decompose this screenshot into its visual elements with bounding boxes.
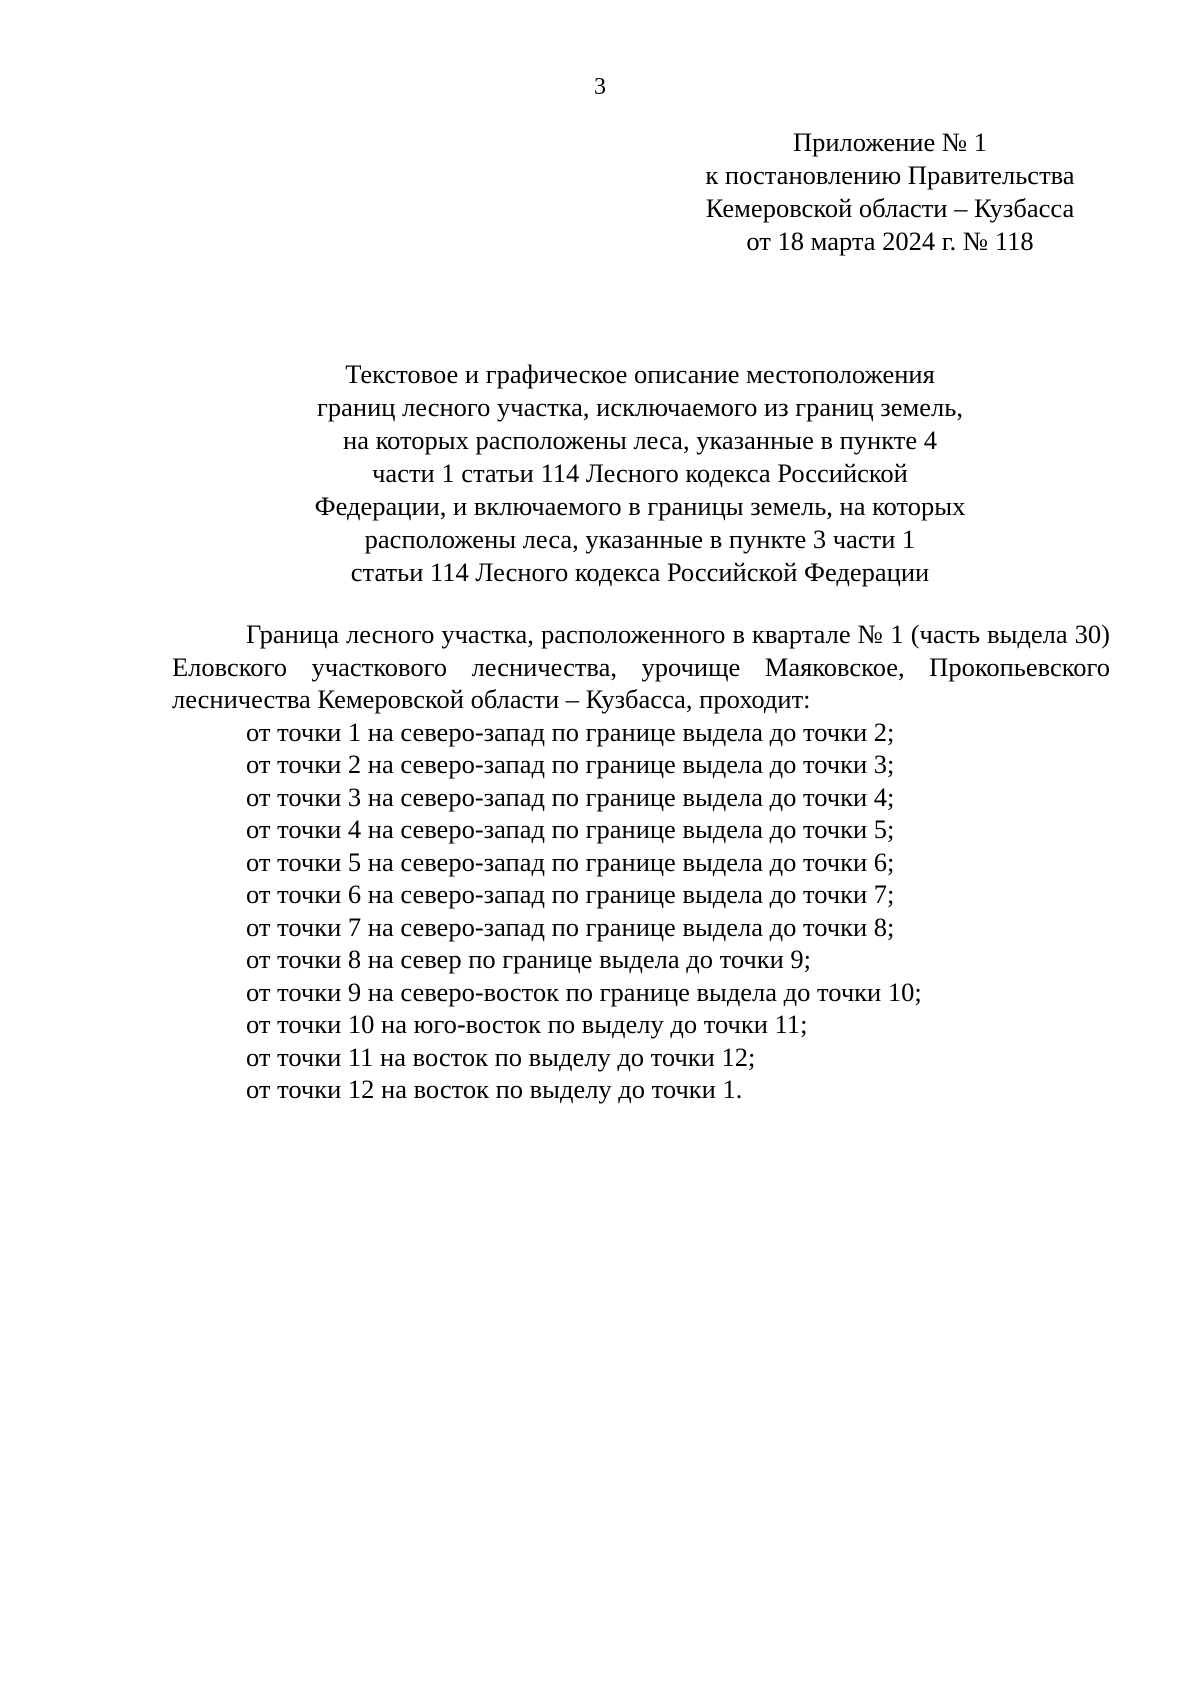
boundary-item: от точки 10 на юго-восток по выделу до точки 11; bbox=[246, 1009, 808, 1039]
boundary-item: от точки 8 на север по границе выдела до точки 9; bbox=[246, 944, 812, 974]
appendix-line: к постановлению Правительства bbox=[705, 160, 1075, 190]
title-line: Текстовое и графическое описание местоположения bbox=[345, 359, 935, 389]
appendix-header bbox=[650, 126, 1130, 258]
appendix-line: Приложение № 1 bbox=[792, 127, 987, 157]
boundary-item: от точки 9 на северо-восток по границе выдела до точки 10; bbox=[246, 976, 922, 1007]
title-line: расположены леса, указанные в пункте 3 части 1 bbox=[364, 524, 916, 554]
appendix-line: Кемеровской области – Кузбасса bbox=[705, 193, 1075, 223]
title-line: на которых расположены леса, указанные в пункте 4 bbox=[343, 425, 937, 455]
boundary-item: от точки 3 на северо-запад по границе выдела до точки 4; bbox=[246, 781, 895, 812]
boundary-item: от точки 12 на восток по выделу до точки 1. bbox=[246, 1074, 743, 1104]
page-number: 3 bbox=[594, 74, 606, 100]
title-line: статьи 114 Лесного кодекса Российской Федерации bbox=[350, 557, 930, 587]
boundary-item: от точки 7 на северо-запад по границе выдела до точки 8; bbox=[246, 911, 895, 942]
title-line: границ лесного участка, исключаемого из границ земель, bbox=[317, 392, 963, 422]
intro-paragraph: Граница лесного участка, расположенного в квартале № 1 (часть выдела 30) Еловского участкового лесничества, урочище Маяковское, Прокопьевского лесничества Кемеровской области – Кузбасса, проходит: bbox=[172, 619, 1110, 714]
appendix-line: от 18 марта 2024 г. № 118 bbox=[746, 226, 1034, 256]
document-body bbox=[172, 618, 1110, 1106]
boundary-item: от точки 1 на северо-запад по границе выдела до точки 2; bbox=[246, 716, 895, 747]
boundary-item: от точки 2 на северо-запад по границе выдела до точки 3; bbox=[246, 749, 895, 779]
document-title bbox=[170, 358, 1110, 589]
boundary-item: от точки 6 на северо-запад по границе выдела до точки 7; bbox=[246, 879, 895, 909]
boundary-item: от точки 5 на северо-запад по границе выдела до точки 6; bbox=[246, 846, 895, 877]
boundary-item: от точки 11 на восток по выделу до точки 12; bbox=[246, 1041, 756, 1072]
title-line: Федерации, и включаемого в границы земель, на которых bbox=[314, 491, 966, 521]
title-line: части 1 статьи 114 Лесного кодекса Российской bbox=[372, 458, 908, 488]
boundary-item: от точки 4 на северо-запад по границе выдела до точки 5; bbox=[246, 814, 895, 844]
